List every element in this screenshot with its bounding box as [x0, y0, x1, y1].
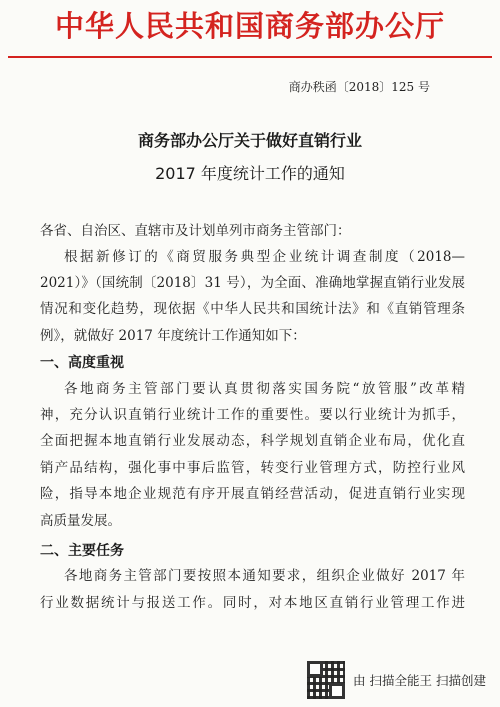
section2-line: 各地商务主管部门要按照本通知要求，组织企业做好 2017 年: [64, 568, 465, 584]
section1-line: 各地商务主管部门要认真贯彻落实国务院“放管服”改革精: [64, 381, 465, 397]
section1-line: 全面把握本地直销行业发展动态，科学规划直销企业布局，优化直: [40, 433, 465, 449]
intro-line: 2021）》（国统制〔2018〕31 号），为全面、准确地掌握直销行业发展: [40, 275, 465, 291]
qr-code-icon: [307, 661, 345, 699]
intro-line: 情况和变化趋势，现依据《中华人民共和国统计法》和《直销管理条: [40, 301, 465, 317]
intro-line: 例》，就做好 2017 年度统计工作通知如下：: [40, 328, 306, 344]
scanner-watermark: [307, 661, 486, 699]
section1-line: 险，指导本地企业规范有序开展直销经营活动，促进直销行业实现: [40, 486, 465, 502]
section1-line: 高质量发展。: [40, 513, 121, 529]
section-heading-2: 二、主要任务: [40, 543, 124, 559]
section2-line: 行业数据统计与报送工作。同时，对本地区直销行业管理工作进: [40, 595, 465, 611]
issuing-office-header: 中华人民共和国商务部办公厅: [54, 9, 445, 43]
section1-line: 神，充分认识直销行业统计工作的重要性。要以行业统计为抓手，: [40, 407, 465, 423]
document-title-line-1: 商务部办公厅关于做好直销行业: [137, 131, 362, 150]
section-heading-1: 一、高度重视: [40, 355, 124, 371]
document-number: 商办秩函〔2018〕125 号: [288, 80, 430, 94]
addressee: 各省、自治区、直辖市及计划单列市商务主管部门：: [40, 223, 351, 239]
intro-line: 根据新修订的《商贸服务典型企业统计调查制度（2018—: [64, 249, 465, 265]
document-title-line-2: 2017 年度统计工作的通知: [155, 164, 345, 183]
scanner-watermark-text: 由 扫描全能王 扫描创建: [353, 673, 486, 688]
section1-line: 销产品结构，强化事中事后监管，转变行业管理方式，防控行业风: [40, 460, 465, 476]
header-divider: [8, 56, 492, 58]
